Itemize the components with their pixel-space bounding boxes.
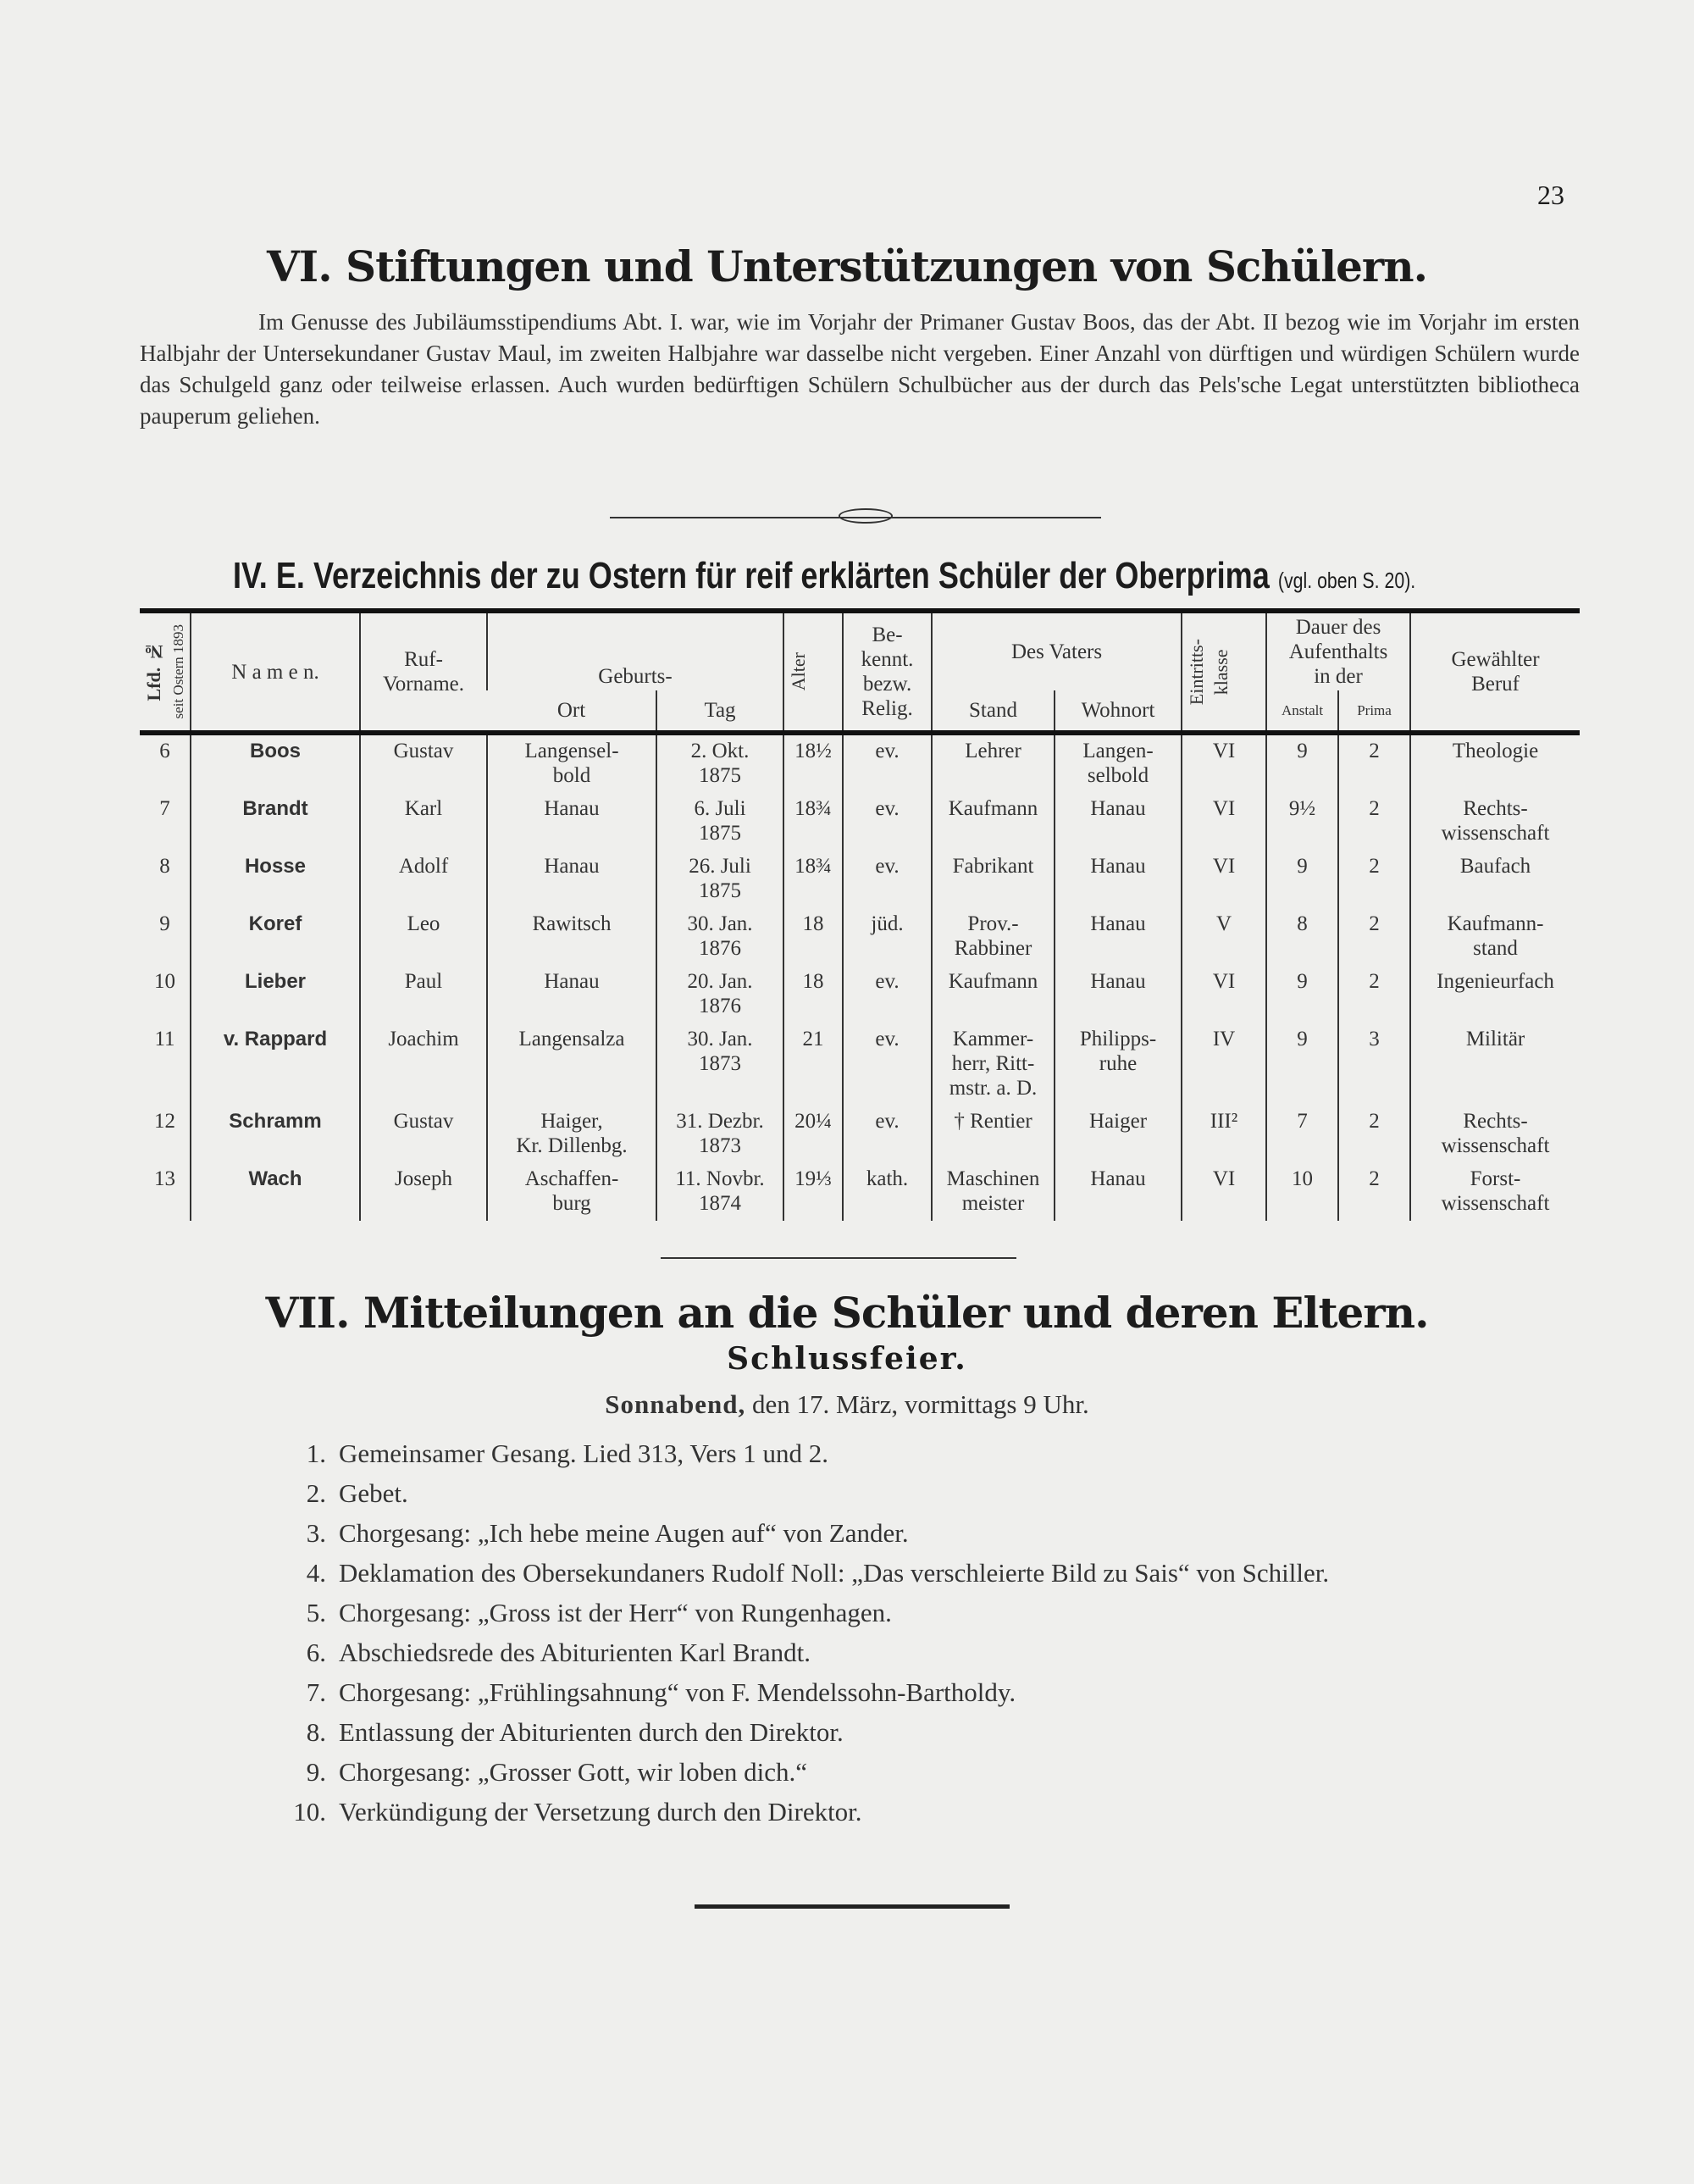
program-item-text: Gemeinsamer Gesang. Lied 313, Vers 1 und 2. — [339, 1438, 828, 1468]
cell-beruf: Rechts- wissenschaft — [1410, 1106, 1580, 1163]
program-item-number: 10. — [293, 1797, 326, 1826]
cell-beruf: Militär — [1410, 1023, 1580, 1106]
program-item — [280, 1752, 1584, 1792]
cell-alter: 18 — [783, 966, 843, 1023]
table-row — [140, 733, 1580, 793]
header-bekenntnis: Be- kennt. bezw. Relig. — [843, 611, 932, 733]
program-item-text: Chorgesang: „Ich hebe meine Augen auf“ von Zander. — [339, 1518, 909, 1548]
header-wohnort: Wohnort — [1055, 690, 1182, 733]
cell-tag: 31. Dezbr. 1873 — [656, 1106, 783, 1163]
cell-rel: ev. — [843, 1106, 932, 1163]
cell-name: Schramm — [191, 1106, 360, 1163]
cell-rel: ev. — [843, 1023, 932, 1106]
program-item — [280, 1553, 1584, 1593]
table-row — [140, 851, 1580, 908]
section-ive-title — [233, 555, 1415, 597]
section-vi-paragraph — [140, 307, 1580, 432]
cell-name: Hosse — [191, 851, 360, 908]
program-item-text: Abschiedsrede des Abiturienten Karl Brandt. — [339, 1638, 811, 1667]
cell-nr: 10 — [154, 970, 175, 993]
cell-nr: 6 — [159, 740, 170, 762]
header-rufname: Ruf- Vorname. — [360, 611, 487, 733]
header-eintrittsklasse: Eintritts- klasse — [1182, 611, 1266, 733]
cell-prima: 3 — [1338, 1023, 1410, 1106]
table-title: IV. E. Verzeichnis der zu Ostern für reif erklärten Schüler der Oberprima — [233, 555, 1270, 596]
table-row — [140, 793, 1580, 851]
cell-tag: 30. Jan. 1876 — [656, 908, 783, 966]
cell-vorname: Paul — [360, 966, 487, 1023]
cell-klasse: VI — [1182, 733, 1266, 793]
table-row — [140, 966, 1580, 1023]
cell-anstalt: 7 — [1266, 1106, 1338, 1163]
cell-tag: 2. Okt. 1875 — [656, 733, 783, 793]
header-ort: Ort — [487, 690, 656, 733]
program-item-number: 8. — [306, 1717, 326, 1747]
cell-stand: Fabrikant — [932, 851, 1055, 908]
cell-alter: 20¼ — [783, 1106, 843, 1163]
graduates-table — [140, 608, 1580, 1221]
cell-wohnort: Langen- selbold — [1055, 733, 1182, 793]
program-item-text: Entlassung der Abiturienten durch den Direktor. — [339, 1717, 844, 1747]
cell-vorname: Gustav — [360, 1106, 487, 1163]
cell-nr: 12 — [154, 1110, 175, 1133]
cell-tag: 20. Jan. 1876 — [656, 966, 783, 1023]
program-item-text: Gebet. — [339, 1478, 408, 1508]
program-item — [280, 1593, 1584, 1632]
cell-anstalt: 9 — [1266, 966, 1338, 1023]
page-number: 23 — [1537, 180, 1564, 210]
cell-ort: Aschaffen- burg — [487, 1163, 656, 1221]
cell-nr: 11 — [154, 1028, 175, 1050]
table-row — [140, 908, 1580, 966]
program-list — [280, 1433, 1584, 1832]
header-des-vaters: Des Vaters — [932, 611, 1182, 690]
cell-ort: Hanau — [487, 966, 656, 1023]
cell-ort: Haiger, Kr. Dillenbg. — [487, 1106, 656, 1163]
cell-nr: 7 — [159, 797, 170, 820]
header-dauer: Dauer des Aufenthalts in der — [1266, 611, 1410, 690]
cell-stand: Kammer- herr, Ritt- mstr. a. D. — [932, 1023, 1055, 1106]
cell-ort: Hanau — [487, 793, 656, 851]
program-item — [280, 1792, 1584, 1832]
header-tag: Tag — [656, 690, 783, 733]
cell-alter: 21 — [783, 1023, 843, 1106]
cell-tag: 26. Juli 1875 — [656, 851, 783, 908]
cell-prima: 2 — [1338, 793, 1410, 851]
program-item — [280, 1473, 1584, 1513]
cell-wohnort: Haiger — [1055, 1106, 1182, 1163]
cell-tag: 6. Juli 1875 — [656, 793, 783, 851]
program-item-text: Chorgesang: „Frühlingsahnung“ von F. Mendelssohn-Bartholdy. — [339, 1677, 1016, 1707]
cell-klasse: VI — [1182, 851, 1266, 908]
cell-klasse: III² — [1182, 1106, 1266, 1163]
program-item-number: 7. — [306, 1677, 326, 1707]
cell-wohnort: Hanau — [1055, 1163, 1182, 1221]
cell-stand: Kaufmann — [932, 793, 1055, 851]
cell-klasse: VI — [1182, 966, 1266, 1023]
cell-alter: 18¾ — [783, 851, 843, 908]
cell-alter: 18½ — [783, 733, 843, 793]
program-item-text: Chorgesang: „Gross ist der Herr“ von Rungenhagen. — [339, 1598, 892, 1627]
cell-rel: ev. — [843, 966, 932, 1023]
cell-nr: 9 — [159, 912, 170, 935]
cell-beruf: Rechts- wissenschaft — [1410, 793, 1580, 851]
program-item — [280, 1433, 1584, 1473]
cell-vorname: Joachim — [360, 1023, 487, 1106]
program-item-text: Deklamation des Obersekundaners Rudolf Noll: „Das verschleierte Bild zu Sais“ von Schiller. — [339, 1558, 1330, 1588]
program-item-number: 6. — [306, 1638, 326, 1667]
cell-stand: Prov.- Rabbiner — [932, 908, 1055, 966]
cell-stand: Maschinen meister — [932, 1163, 1055, 1221]
ornament-flourish — [839, 508, 893, 524]
cell-rel: ev. — [843, 733, 932, 793]
cell-anstalt: 9 — [1266, 1023, 1338, 1106]
cell-wohnort: Hanau — [1055, 908, 1182, 966]
cell-stand: Lehrer — [932, 733, 1055, 793]
cell-nr: 13 — [154, 1167, 175, 1190]
event-date: den 17. März, vormittags 9 Uhr. — [745, 1389, 1089, 1419]
header-beruf: Gewählter Beruf — [1410, 611, 1580, 733]
cell-vorname: Adolf — [360, 851, 487, 908]
cell-klasse: IV — [1182, 1023, 1266, 1106]
cell-prima: 2 — [1338, 1163, 1410, 1221]
header-namen: N a m e n. — [191, 611, 360, 733]
section-vi-title: VI. Stiftungen und Unterstützungen von Schülern. — [267, 241, 1427, 291]
header-geburts: Geburts- — [487, 611, 783, 690]
cell-name: Boos — [191, 733, 360, 793]
cell-beruf: Forst- wissenschaft — [1410, 1163, 1580, 1221]
program-item-number: 1. — [306, 1438, 326, 1468]
cell-ort: Langensalza — [487, 1023, 656, 1106]
cell-alter: 18¾ — [783, 793, 843, 851]
cell-beruf: Baufach — [1410, 851, 1580, 908]
program-item-number: 9. — [306, 1757, 326, 1787]
cell-rel: ev. — [843, 851, 932, 908]
section-vii-title: VII. Mitteilungen an die Schüler und deren Eltern. — [265, 1288, 1429, 1338]
cell-klasse: V — [1182, 908, 1266, 966]
header-stand: Stand — [932, 690, 1055, 733]
cell-stand: Kaufmann — [932, 966, 1055, 1023]
cell-beruf: Ingenieurfach — [1410, 966, 1580, 1023]
paragraph-text: Im Genusse des Jubiläumsstipendiums Abt. I. war, wie im Vorjahr der Primaner Gustav Boos, das der Abt. II bezog wie im Vorjahr im ersten Halbjahr der Untersekundaner Gustav Maul, im zweiten Halbjahre war dasselbe nicht vergeben. Einer Anzahl von dürftigen und würdigen Schülern wurde das Schulgeld ganz oder teilweise erlassen. Auch wurden bedürftigen Schülern Schulbücher aus der durch das Pels'sche Legat unterstützten bibliotheca pauperum geliehen. — [140, 309, 1580, 429]
cell-vorname: Leo — [360, 908, 487, 966]
cell-ort: Hanau — [487, 851, 656, 908]
cell-name: Koref — [191, 908, 360, 966]
cell-prima: 2 — [1338, 908, 1410, 966]
program-item-number: 4. — [306, 1558, 326, 1588]
cell-name: Wach — [191, 1163, 360, 1221]
cell-alter: 18 — [783, 908, 843, 966]
cell-ort: Rawitsch — [487, 908, 656, 966]
cell-tag: 11. Novbr. 1874 — [656, 1163, 783, 1221]
table-row — [140, 1023, 1580, 1106]
cell-name: v. Rappard — [191, 1023, 360, 1106]
table-body — [140, 733, 1580, 1221]
program-item — [280, 1513, 1584, 1553]
cell-wohnort: Hanau — [1055, 851, 1182, 908]
cell-nr: 8 — [159, 855, 170, 878]
header-alter: Alter — [783, 611, 843, 733]
ornament-divider-2 — [661, 1257, 1016, 1259]
cell-anstalt: 8 — [1266, 908, 1338, 966]
program-item — [280, 1632, 1584, 1672]
event-day: Sonnabend, — [605, 1389, 746, 1419]
program-item-text: Verkündigung der Versetzung durch den Direktor. — [339, 1797, 862, 1826]
cell-klasse: VI — [1182, 1163, 1266, 1221]
event-date-line — [0, 1389, 1694, 1420]
cell-name: Brandt — [191, 793, 360, 851]
program-item-number: 3. — [306, 1518, 326, 1548]
header-anstalt: Anstalt — [1266, 690, 1338, 733]
cell-tag: 30. Jan. 1873 — [656, 1023, 783, 1106]
cell-klasse: VI — [1182, 793, 1266, 851]
bottom-rule — [695, 1904, 1010, 1909]
cell-rel: jüd. — [843, 908, 932, 966]
cell-vorname: Gustav — [360, 733, 487, 793]
cell-alter: 19⅓ — [783, 1163, 843, 1221]
program-item-number: 5. — [306, 1598, 326, 1627]
header-lfd: Lfd. № seit Ostern 1893 — [140, 611, 191, 733]
cell-vorname: Joseph — [360, 1163, 487, 1221]
cell-prima: 2 — [1338, 733, 1410, 793]
schlussfeier-heading: Schlussfeier. — [727, 1341, 967, 1377]
cell-prima: 2 — [1338, 966, 1410, 1023]
cell-beruf: Theologie — [1410, 733, 1580, 793]
cell-anstalt: 9½ — [1266, 793, 1338, 851]
header-prima: Prima — [1338, 690, 1410, 733]
cell-anstalt: 10 — [1266, 1163, 1338, 1221]
table-title-ref: (vgl. oben S. 20). — [1277, 568, 1416, 593]
cell-prima: 2 — [1338, 851, 1410, 908]
cell-anstalt: 9 — [1266, 733, 1338, 793]
cell-ort: Langensel- bold — [487, 733, 656, 793]
table-row — [140, 1106, 1580, 1163]
cell-rel: kath. — [843, 1163, 932, 1221]
cell-name: Lieber — [191, 966, 360, 1023]
cell-wohnort: Philipps- ruhe — [1055, 1023, 1182, 1106]
cell-vorname: Karl — [360, 793, 487, 851]
cell-stand: † Rentier — [932, 1106, 1055, 1163]
program-item-number: 2. — [306, 1478, 326, 1508]
program-item — [280, 1712, 1584, 1752]
cell-rel: ev. — [843, 793, 932, 851]
cell-beruf: Kaufmann- stand — [1410, 908, 1580, 966]
cell-wohnort: Hanau — [1055, 793, 1182, 851]
cell-prima: 2 — [1338, 1106, 1410, 1163]
table-row — [140, 1163, 1580, 1221]
cell-anstalt: 9 — [1266, 851, 1338, 908]
program-item — [280, 1672, 1584, 1712]
cell-wohnort: Hanau — [1055, 966, 1182, 1023]
program-item-text: Chorgesang: „Grosser Gott, wir loben dich.“ — [339, 1757, 808, 1787]
